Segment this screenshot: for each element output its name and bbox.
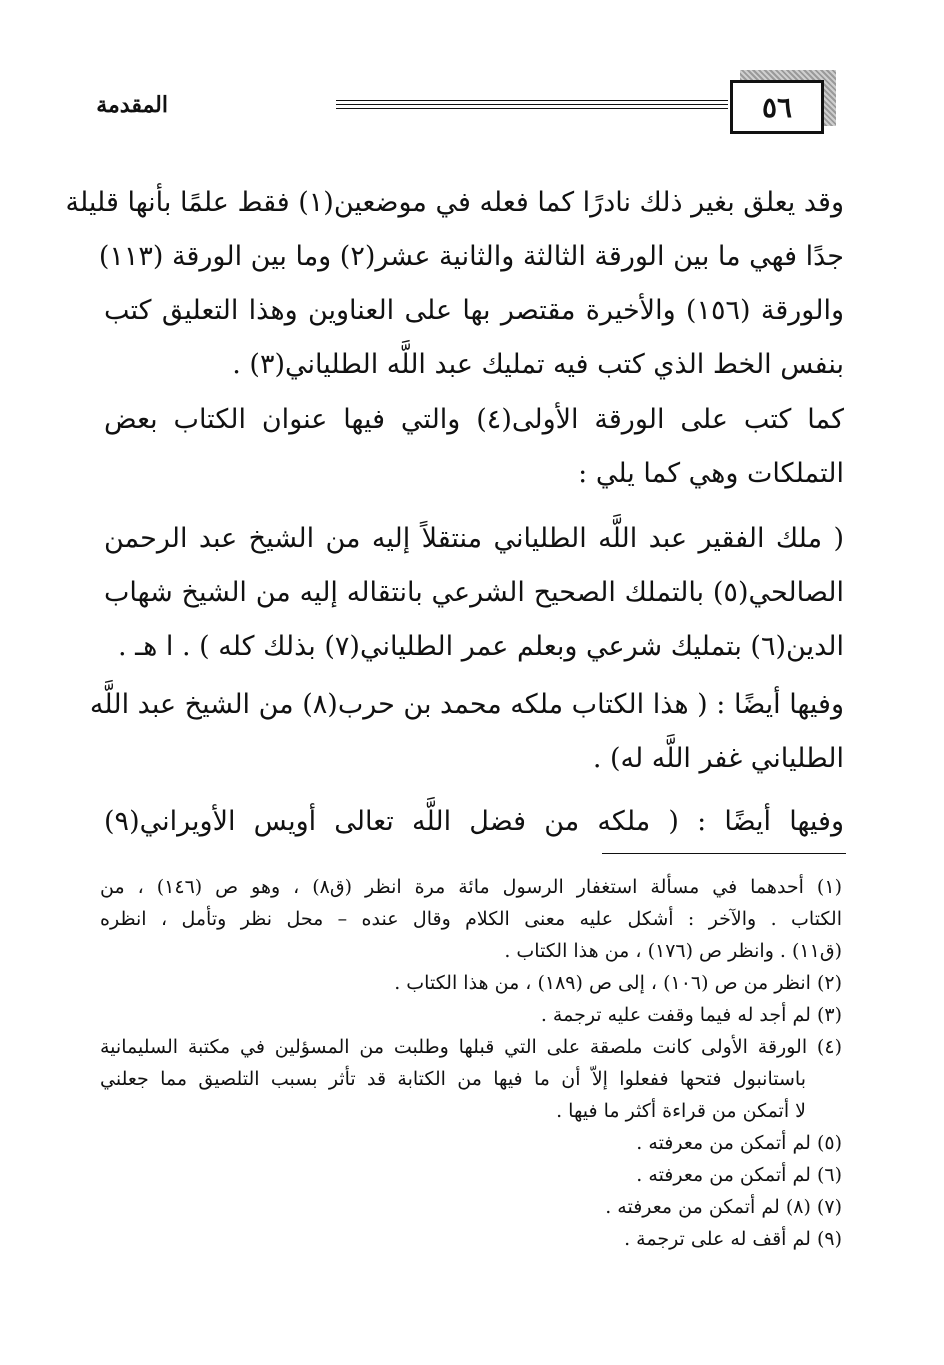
text-line: جدًا فهي ما بين الورقة الثالثة والثانية عشر(٢) وما بين الورقة (١١٣) <box>98 241 844 272</box>
paragraph-3 <box>104 512 844 674</box>
page-number-box <box>730 80 824 134</box>
text-line: الدين(٦) بتمليك شرعي وبعلم عمر الطلياني(٧) بذلك كله ) . ا هـ . <box>118 631 844 662</box>
text-line: وفيها أيضًا : ( هذا الكتاب ملكه محمد بن حرب(٨) من الشيخ عبد اللَّه <box>89 689 844 720</box>
header-rule <box>336 100 728 101</box>
footnote-1-line-3: (ق١١) . وانظر ص (١٧٦) ، من هذا الكتاب . <box>504 940 842 962</box>
footnotes <box>100 871 842 1255</box>
text-line: الصالحي(٥) بالتملك الصحيح الشرعي بانتقاله إليه من الشيخ شهاب <box>104 577 844 608</box>
footnote-4-line-2: باستانبول فتحها ففعلوا إلاّ أن ما فيها من الكتابة قد تأثر بسبب التلصيق مما جعلني <box>100 1068 806 1090</box>
text-line: ( ملك الفقير عبد اللَّه الطلياني منتقلاً إليه من الشيخ عبد الرحمن <box>104 523 844 554</box>
paragraph-1 <box>65 176 844 392</box>
paragraph-4 <box>89 678 844 786</box>
footnote-4-line-1: (٤) الورقة الأولى كانت ملصقة على التي قبلها وطلبت من المسؤلين في مكتبة السليمانية <box>100 1036 842 1058</box>
text-line: بنفس الخط الذي كتب فيه تمليك عبد اللَّه الطلياني(٣) . <box>232 349 844 380</box>
footnote-6: (٦) لم أتمكن من معرفته . <box>636 1164 842 1186</box>
footnote-2: (٢) انظر من ص (١٠٦) ، إلى ص (١٨٩) ، من هذا الكتاب . <box>394 972 842 994</box>
paragraph-2 <box>104 393 844 501</box>
footnote-9: (٩) لم أقف له على ترجمة . <box>624 1228 842 1250</box>
text-line: والورقة (١٥٦) والأخيرة مقتصر بها على العناوين وهذا التعليق كتب <box>104 295 844 326</box>
page-number: ٥٦ <box>761 90 793 124</box>
footnote-3: (٣) لم أجد له فيما وقفت عليه ترجمة . <box>540 1004 842 1026</box>
footnote-1-line-1: (١) أحدهما في مسألة استغفار الرسول مائة مرة انظر (ق٨) ، وهو ص (١٤٦) ، من <box>100 876 842 898</box>
footnote-separator <box>602 853 846 854</box>
header-rule <box>336 104 728 105</box>
text-line: الطلياني غفر اللَّه له) . <box>592 743 844 774</box>
text-line: التملكات وهي كما يلي : <box>578 458 844 489</box>
text-line: كما كتب على الورقة الأولى(٤) والتي فيها عنوان الكتاب بعض <box>104 404 844 435</box>
footnote-5: (٥) لم أتمكن من معرفته . <box>636 1132 842 1154</box>
text-line: وفيها أيضًا : ( ملكه من فضل اللَّه تعالى أويس الأويراني(٩) <box>104 806 844 837</box>
header-rule <box>336 108 728 109</box>
footnote-4-line-3: لا أتمكن من قراءة أكثر ما فيها . <box>556 1100 806 1122</box>
paragraph-5 <box>104 795 844 849</box>
footnote-7-8: (٧) (٨) لم أتمكن من معرفته . <box>605 1196 842 1218</box>
header-title: المقدمة <box>96 92 168 118</box>
footnote-1-line-2: الكتاب . والآخر : أشكل عليه معنى الكلام وقال عنده – محل نظر وتأمل ، انظره <box>100 908 842 930</box>
text-line: وقد يعلق بغير ذلك نادرًا كما فعله في موضعين(١) فقط علمًا بأنها قليلة <box>65 187 844 218</box>
